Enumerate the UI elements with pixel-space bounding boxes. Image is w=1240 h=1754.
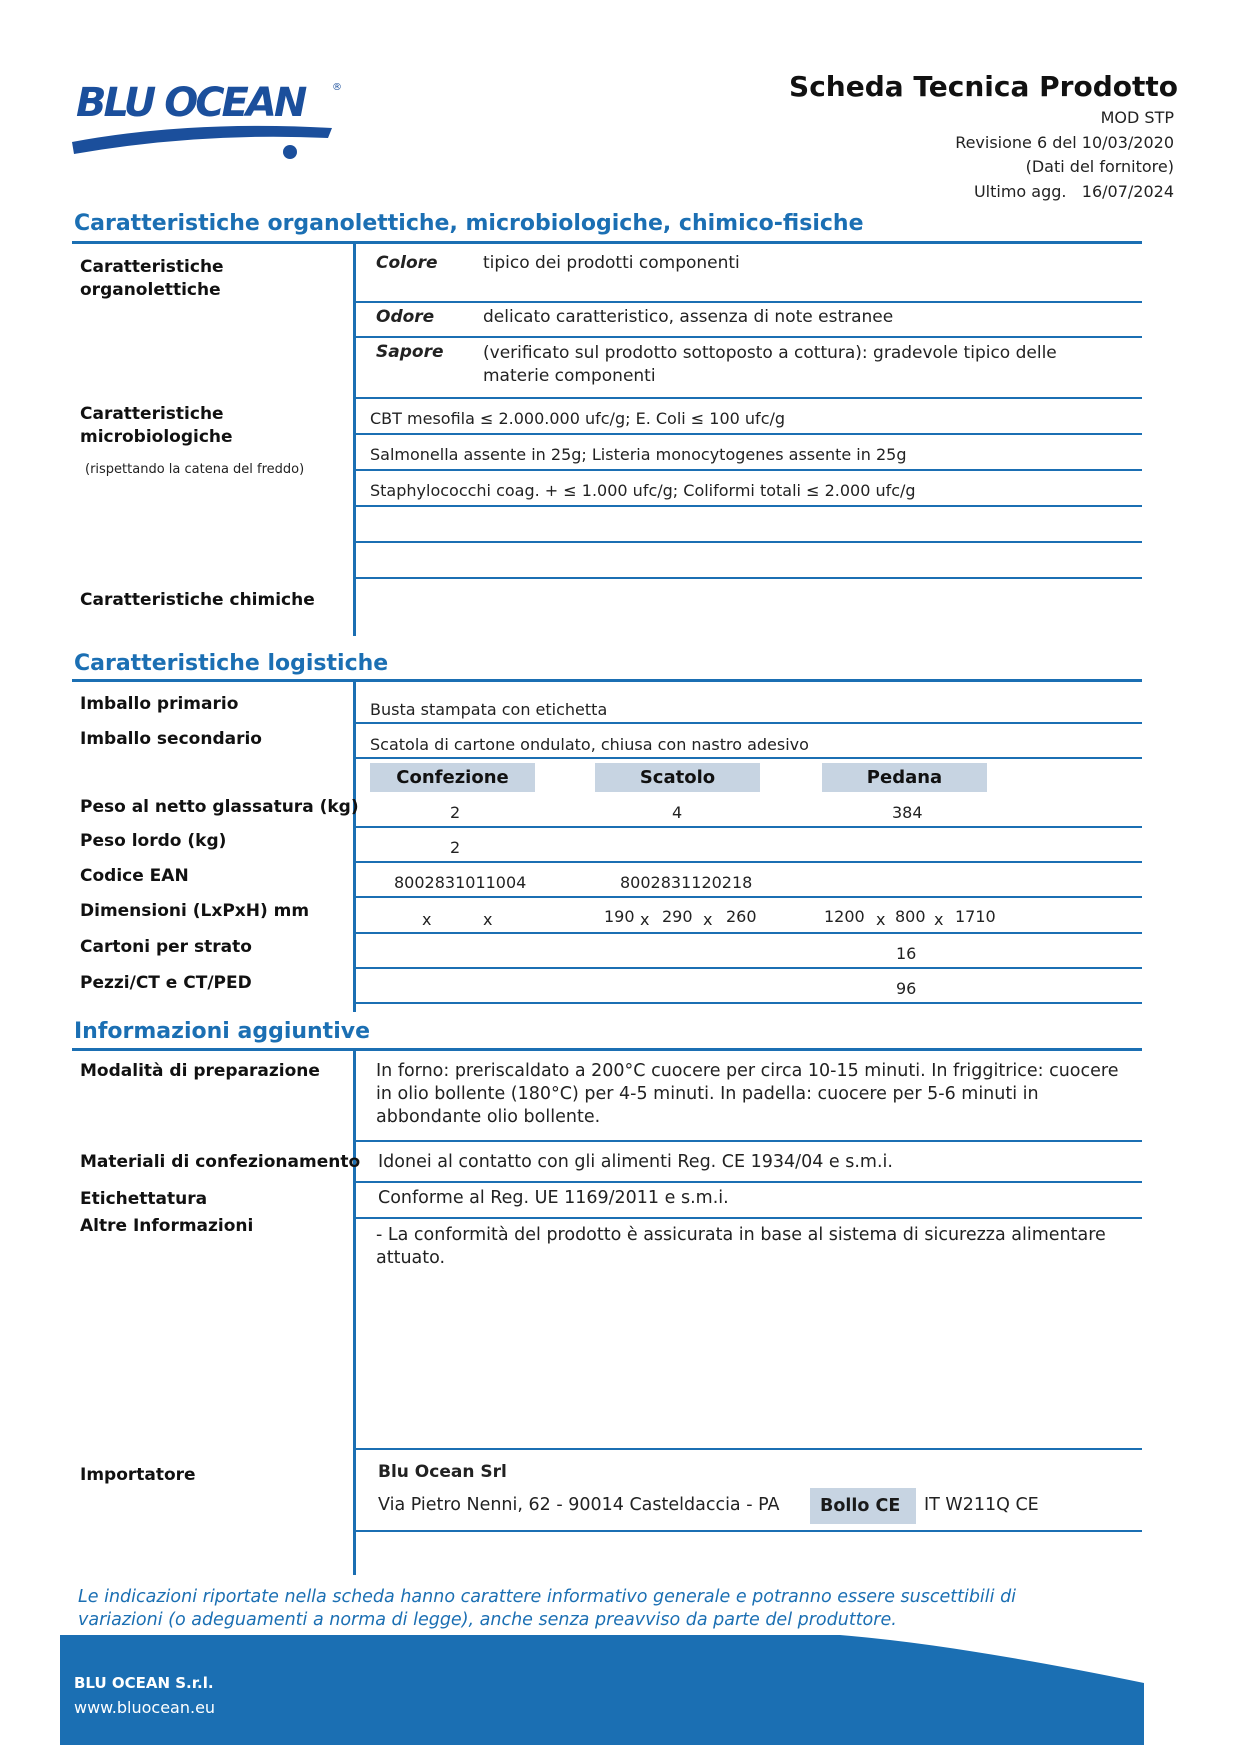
row-line [356, 1448, 1142, 1450]
net-weight-pedana: 384 [892, 803, 923, 822]
packaging-materials-label: Materiali di confezionamento [80, 1152, 361, 1172]
importer-address: Via Pietro Nenni, 62 - 90014 Casteldaccia - PA [378, 1495, 780, 1515]
secondary-packaging-label: Imballo secondario [80, 729, 262, 749]
other-info-label: Altre Informazioni [80, 1216, 254, 1236]
footer-website-link[interactable]: www.bluocean.eu [74, 1698, 216, 1717]
sapore-value: (verificato sul prodotto sottoposto a cottura): gradevole tipico delle materie componenti [483, 343, 1057, 386]
other-info-value: - La conformità del prodotto è assicurata in base al sistema di sicurezza alimentare attuato. [376, 1225, 1106, 1268]
section-rule [72, 679, 1142, 682]
dim-scatolo-l: 190 [604, 907, 635, 926]
header-scatolo: Scatolo [595, 763, 760, 792]
row-line [356, 757, 1142, 759]
row-line [356, 861, 1142, 863]
revision: Revisione 6 del 10/03/2020 [955, 133, 1174, 152]
odore-key: Odore [376, 307, 435, 327]
cold-chain-note: (rispettando la catena del freddo) [85, 462, 305, 477]
column-divider [353, 1051, 356, 1575]
dim-sep: x [703, 910, 713, 929]
importer-label: Importatore [80, 1465, 196, 1485]
packaging-materials-value: Idonei al contatto con gli alimenti Reg. CE 1934/04 e s.m.i. [378, 1152, 893, 1172]
pieces-value: 96 [896, 979, 917, 998]
dimensions-label: Dimensioni (LxPxH) mm [80, 901, 310, 921]
row-line [356, 505, 1142, 507]
primary-packaging-value: Busta stampata con etichetta [370, 700, 608, 719]
dim-sep: x [422, 910, 432, 929]
logo-text: BLU OCEAN [76, 80, 305, 126]
organoleptic-label: Caratteristiche organolettiche [80, 257, 224, 300]
dim-sep: x [934, 910, 944, 929]
dim-scatolo-p: 290 [662, 907, 693, 926]
secondary-packaging-value: Scatola di cartone ondulato, chiusa con nastro adesivo [370, 735, 809, 754]
logo-registered-mark: ® [332, 82, 342, 93]
bollo-ce-value: IT W211Q CE [924, 1495, 1039, 1515]
last-update-label: Ultimo agg. [973, 182, 1067, 201]
row-line [356, 541, 1142, 543]
dim-sep: x [483, 910, 493, 929]
last-update [974, 182, 1174, 201]
footer-company: BLU OCEAN S.r.l. [74, 1674, 214, 1692]
row-line [356, 577, 1142, 579]
micro-row-2: Salmonella assente in 25g; Listeria monocytogenes assente in 25g [370, 445, 907, 464]
preparation-label: Modalità di preparazione [80, 1061, 320, 1081]
row-line [356, 896, 1142, 898]
section-logistics-title: Caratteristiche logistiche [74, 651, 389, 676]
footer-band [60, 1635, 1144, 1745]
dim-pedana-h: 1710 [955, 907, 996, 926]
disclaimer: Le indicazioni riportate nella scheda hanno carattere informativo generale e potranno essere suscettibili di variazioni (o adeguamenti a norma di legge), anche senza preavviso da parte del produttore. [78, 1587, 1017, 1630]
company-logo [70, 80, 350, 165]
net-weight-label: Peso al netto glassatura (kg) [80, 797, 359, 817]
ean-scatolo: 8002831120218 [620, 873, 753, 892]
dim-pedana-l: 1200 [824, 907, 865, 926]
row-line [356, 932, 1142, 934]
microbiological-label: Caratteristiche microbiologiche [80, 404, 233, 447]
sapore-key: Sapore [376, 342, 444, 362]
cartons-per-layer-label: Cartoni per strato [80, 937, 252, 957]
section-organoleptic-title: Caratteristiche organolettiche, microbiologiche, chimico-fisiche [74, 211, 864, 236]
column-divider [353, 682, 356, 1012]
primary-packaging-label: Imballo primario [80, 694, 239, 714]
document-title: Scheda Tecnica Prodotto [789, 70, 1178, 103]
row-line [356, 1530, 1142, 1532]
row-line [356, 397, 1142, 399]
labelling-value: Conforme al Reg. UE 1169/2011 e s.m.i. [378, 1188, 729, 1208]
chemical-label: Caratteristiche chimiche [80, 590, 315, 610]
importer-name: Blu Ocean Srl [378, 1462, 507, 1482]
row-line [356, 1217, 1142, 1219]
bollo-ce-label: Bollo CE [810, 1488, 916, 1524]
row-line [356, 1140, 1142, 1142]
row-line [356, 1181, 1142, 1183]
gross-weight-label: Peso lordo (kg) [80, 831, 227, 851]
section-additional-info-title: Informazioni aggiuntive [74, 1019, 371, 1044]
net-weight-scatolo: 4 [672, 803, 683, 822]
ean-label: Codice EAN [80, 866, 189, 886]
row-line [356, 469, 1142, 471]
row-line [356, 433, 1142, 435]
colore-key: Colore [376, 253, 438, 273]
micro-row-1: CBT mesofila ≤ 2.000.000 ufc/g; E. Coli ≤ 100 ufc/g [370, 409, 786, 428]
row-line [356, 722, 1142, 724]
last-update-date: 16/07/2024 [1081, 182, 1174, 201]
net-weight-confezione: 2 [450, 803, 461, 822]
row-line [356, 967, 1142, 969]
preparation-value: In forno: preriscaldato a 200°C cuocere per circa 10-15 minuti. In friggitrice: cuocere in olio bollente (180°C) per 4-5 minuti. In padella: cuocere per 5-6 minuti in abbondante olio bollente. [376, 1061, 1119, 1127]
pieces-label: Pezzi/CT e CT/PED [80, 973, 252, 993]
supplier-note: (Dati del fornitore) [1025, 157, 1174, 176]
section-rule [72, 241, 1142, 244]
dim-sep: x [876, 910, 886, 929]
row-line [356, 1002, 1142, 1004]
dim-pedana-p: 800 [895, 907, 926, 926]
dim-sep: x [640, 910, 650, 929]
row-line [356, 826, 1142, 828]
section-rule [72, 1048, 1142, 1051]
gross-weight-confezione: 2 [450, 838, 461, 857]
row-line [356, 336, 1142, 338]
header-pedana: Pedana [822, 763, 987, 792]
labelling-label: Etichettatura [80, 1189, 208, 1209]
header-confezione: Confezione [370, 763, 535, 792]
micro-row-3: Staphylococchi coag. + ≤ 1.000 ufc/g; Coliformi totali ≤ 2.000 ufc/g [370, 481, 916, 500]
odore-value: delicato caratteristico, assenza di note estranee [483, 307, 894, 327]
dim-scatolo-h: 260 [726, 907, 757, 926]
row-line [356, 301, 1142, 303]
ean-confezione: 8002831011004 [394, 873, 527, 892]
colore-value: tipico dei prodotti componenti [483, 253, 740, 273]
cartons-per-layer-value: 16 [896, 944, 917, 963]
mod-code: MOD STP [1100, 108, 1174, 127]
